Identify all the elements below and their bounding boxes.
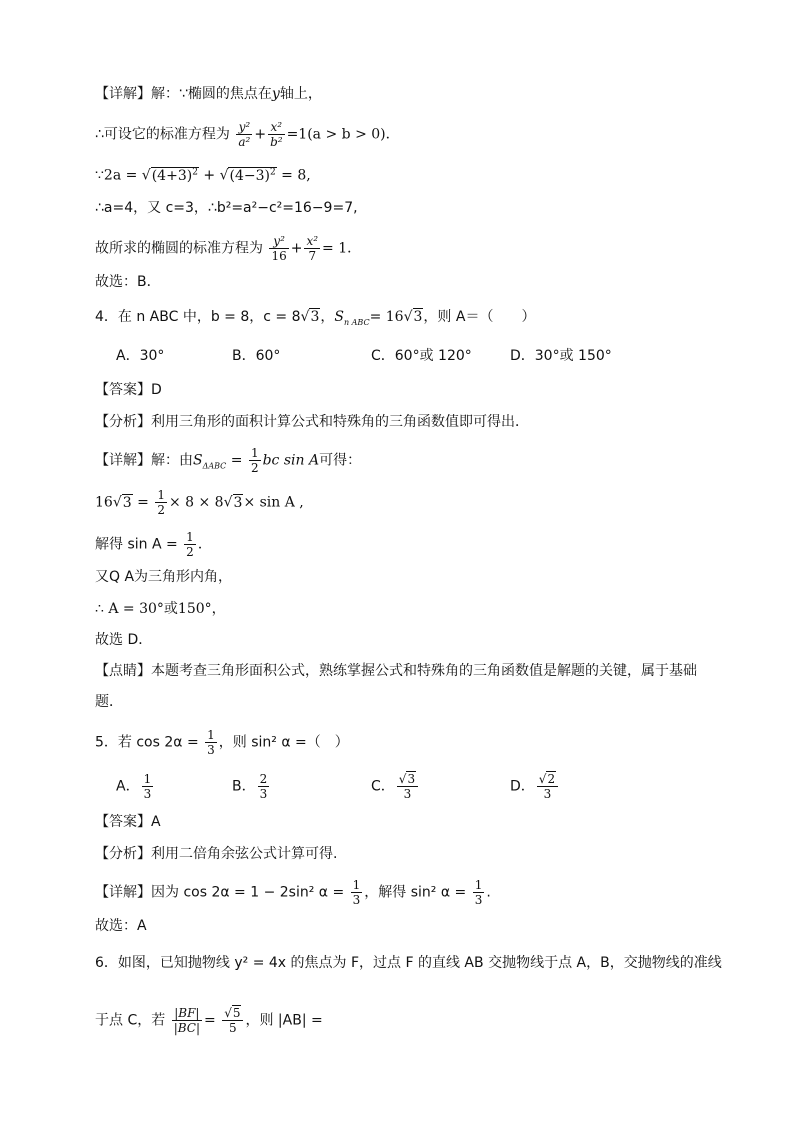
q4-analysis: 【分析】利用三角形的面积计算公式和特殊角的三角函数值即可得出． <box>95 414 529 430</box>
q4-detail-line-1: 【详解】解：由$S_{\Delta ABC}$ = $\frac{1}{2}$ bc sin A可得： <box>95 446 362 475</box>
q4-stem: 4．在 n ABC 中，b = 8，c = 8√3，$S_{n ABC}= 16√3$，则 A＝（ ） <box>95 309 536 327</box>
fraction-y2-a2: $\frac{\text{y²}}{\text{a²}}$ <box>238 120 251 149</box>
q5-option-b: B． $\frac{2}{3}$ <box>232 772 268 801</box>
q5-stem: 5．若 cos 2α = $\frac{1}{3}$ ，则 sin² α =（ ） <box>95 728 349 757</box>
detail-tag: 【详解】 <box>95 86 151 102</box>
q3-detail-line-1: 【详解】解：∵椭圆的焦点在y轴上， <box>95 86 322 102</box>
q4-option-b: B．60° <box>232 348 281 364</box>
q5-option-c: C． $\frac{√3}{3}$ <box>371 772 420 801</box>
q4-option-d: D．30°或 150° <box>510 348 612 364</box>
q3-detail-line-3: ∵2a = $√(4+3)^2 + √(4-3)^2 = 8$, <box>95 167 311 184</box>
q4-option-c: C．60°或 120° <box>371 348 472 364</box>
sqrt-term-2: $√(4-3)^2$ <box>219 167 276 184</box>
q6-stem-line-2: 于点 C，若 $\frac{|BF|}{|BC|}$ = $\frac{√5}{5}$ ，则 |AB| = <box>95 1006 323 1035</box>
q5-option-a: A． $\frac{1}{3}$ <box>116 772 152 801</box>
q6-stem-line-1: 6．如图，已知抛物线 y² = 4x 的焦点为 F，过点 F 的直线 AB 交抛物线于点 A，B，交抛物线的准线 <box>95 955 722 971</box>
q4-detail-line-4: 又Q A为三角形内角， <box>95 569 233 585</box>
fraction-x2-b2: $\frac{\text{x²}}{\text{b²}}$ <box>270 120 283 149</box>
q4-option-a: A．30° <box>116 348 165 364</box>
q4-detail-line-3: 解得 sin A = $\frac{1}{2}$ ． <box>95 530 212 559</box>
q5-analysis: 【分析】利用二倍角余弦公式计算可得. <box>95 846 338 862</box>
q5-choice: 故选：A <box>95 918 147 934</box>
q4-detail-line-5: ∴ A = 30°或150°， <box>95 601 226 617</box>
q4-comment-line-1: 【点睛】本题考查三角形面积公式，熟练掌握公式和特殊角的三角函数值是解题的关键，属于基础 <box>95 663 697 679</box>
q3-detail-line-4: ∴a=4，又 c=3，∴b²=a²−c²=16−9=7, <box>95 200 358 216</box>
q3-detail-line-5: 故所求的椭圆的标准方程为 $\frac{\text{y²}}{16}$ + $\frac{\text{x²}}{7}$ = 1． <box>95 234 362 263</box>
sqrt-term-1: $√(4+3)^2$ <box>141 167 198 184</box>
q4-answer: 【答案】D <box>95 382 162 398</box>
q4-detail-line-2: 16√3 = $\frac{1}{2}$ × 8 × 8√3× sin A , <box>95 488 304 517</box>
q3-detail-line-2: ∴可设它的标准方程为 $\frac{\text{y²}}{\text{a²}}$ + $\frac{\text{x²}}{\text{b²}}$ =1(a > b > 0)． <box>95 120 400 149</box>
q4-comment-line-2: 题． <box>95 694 123 710</box>
q3-choice: 故选：B． <box>95 274 161 290</box>
q5-answer: 【答案】A <box>95 814 161 830</box>
q5-detail: 【详解】因为 cos 2α = 1 − 2sin² α = $\frac{1}{3}$ ，解得 sin² α = $\frac{1}{3}$ . <box>95 878 491 907</box>
q5-option-d: D． $\frac{√2}{3}$ <box>510 772 560 801</box>
q4-detail-line-6: 故选 D． <box>95 632 153 648</box>
